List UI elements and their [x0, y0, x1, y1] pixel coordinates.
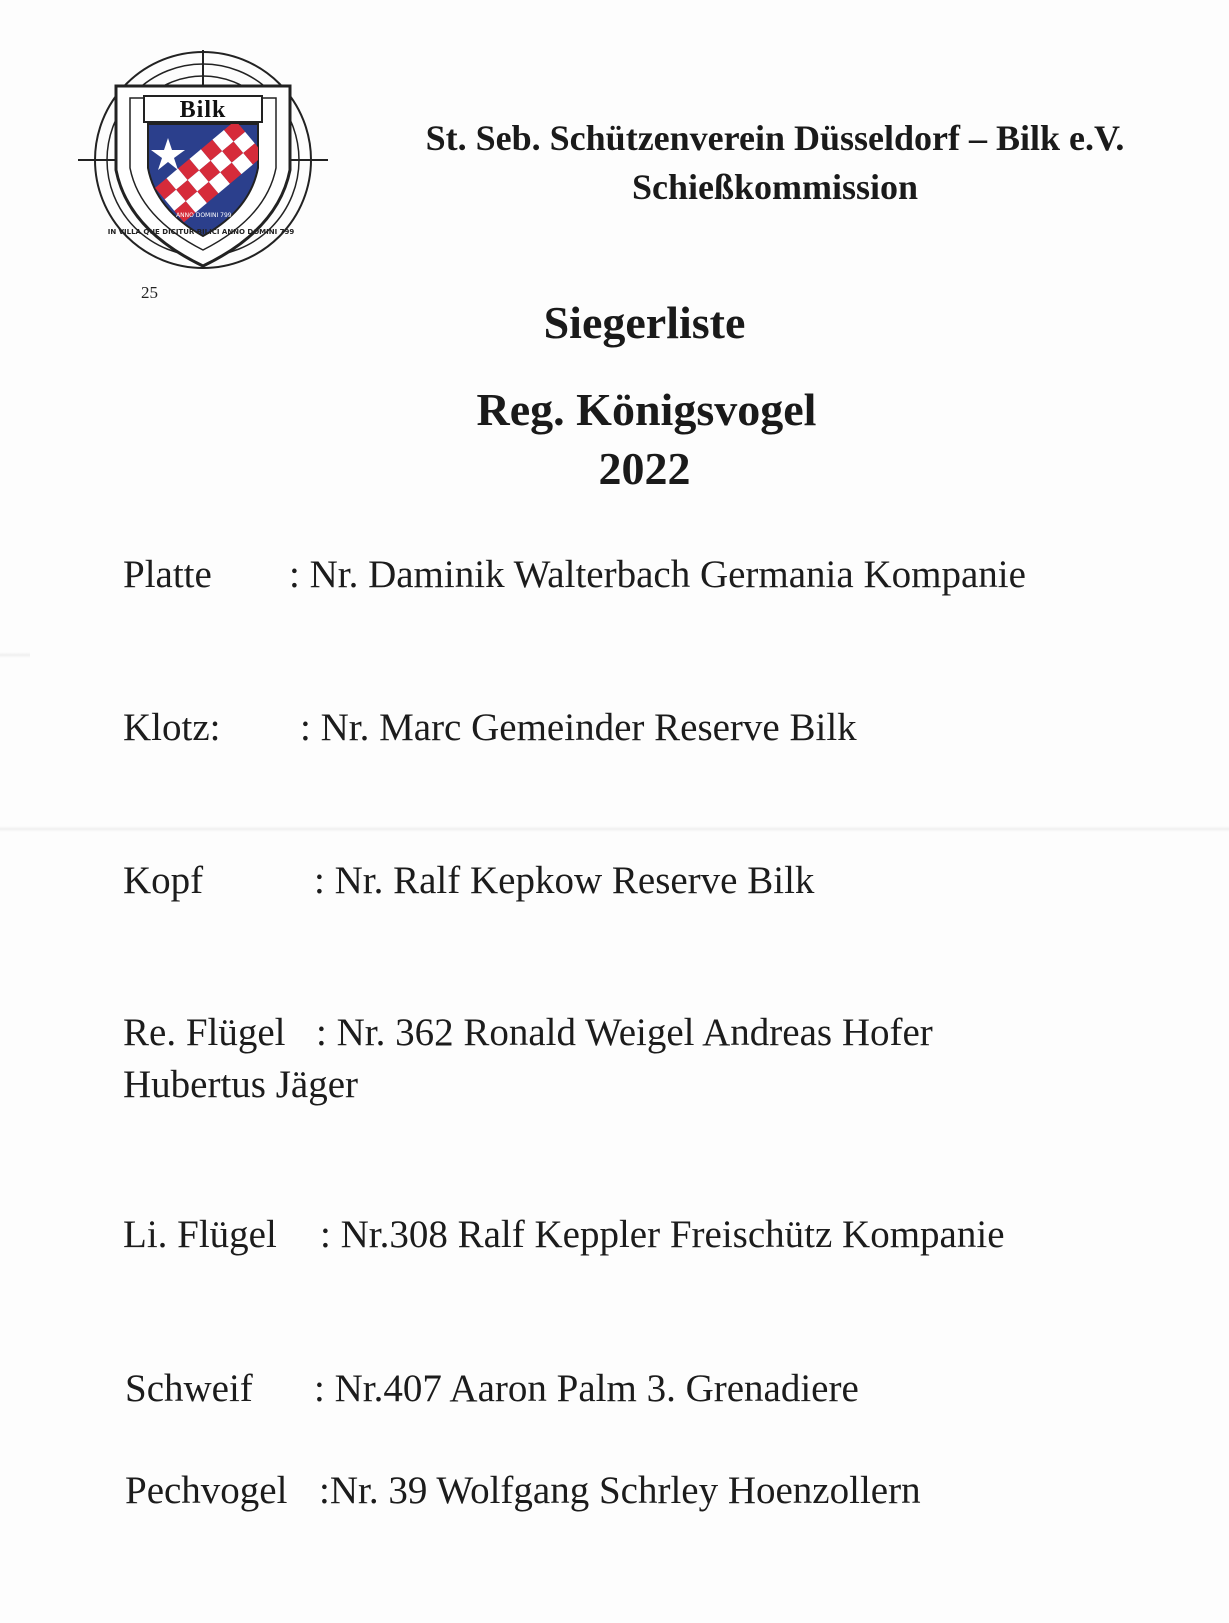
entry-label: Kopf [123, 859, 204, 902]
entry-label: Re. Flügel [123, 1011, 286, 1054]
entry-value: : Nr. Ralf Kepkow Reserve Bilk [314, 859, 815, 902]
winner-entry-re-fluegel [123, 1010, 933, 1055]
document-year: 2022 [598, 443, 691, 494]
entry-value: : Nr.407 Aaron Palm 3. Grenadiere [314, 1367, 859, 1410]
entry-label: Klotz: [123, 706, 221, 749]
document-subtitle: Reg. Königsvogel [476, 384, 817, 435]
entry-value: : Nr. Marc Gemeinder Reserve Bilk [300, 706, 857, 749]
club-logo [78, 50, 328, 300]
winner-entry-pechvogel [125, 1468, 921, 1513]
winner-entry-li-fluegel [123, 1212, 1005, 1257]
entry-label: Li. Flügel [123, 1213, 277, 1256]
entry-label: Schweif [125, 1367, 253, 1410]
entry-label: Pechvogel [125, 1469, 288, 1512]
document-title: Siegerliste [543, 297, 746, 348]
entry-value: : Nr.308 Ralf Keppler Freischütz Kompanie [320, 1213, 1005, 1256]
entry-value: :Nr. 39 Wolfgang Schrley Hoenzollern [319, 1469, 921, 1512]
organization-name: St. Seb. Schützenverein Düsseldorf – Bilk e.V. [425, 118, 1125, 158]
logo-inner-text: ANNO DOMINI 799 [176, 212, 232, 219]
entry-value: : Nr. 362 Ronald Weigel Andreas Hofer [316, 1011, 933, 1054]
winner-entry-schweif [125, 1366, 859, 1411]
logo-ring-text: IN VILLA QUE DICITUR BILICI ANNO DOMINI 799 [107, 228, 295, 236]
entry-label: Platte [123, 553, 212, 596]
paper-fold-mark [0, 652, 30, 658]
winner-entry-kopf [123, 858, 815, 903]
winner-entry-klotz [123, 705, 857, 750]
entry-continuation: Hubertus Jäger [123, 1063, 359, 1106]
logo-number: 25 [141, 283, 158, 302]
entry-value: : Nr. Daminik Walterbach Germania Kompanie [289, 553, 1026, 596]
logo-banner-text: Bilk [179, 97, 227, 123]
winner-entry-platte [123, 552, 1026, 597]
organization-department: Schießkommission [631, 167, 919, 207]
paper-fold [0, 826, 1229, 832]
